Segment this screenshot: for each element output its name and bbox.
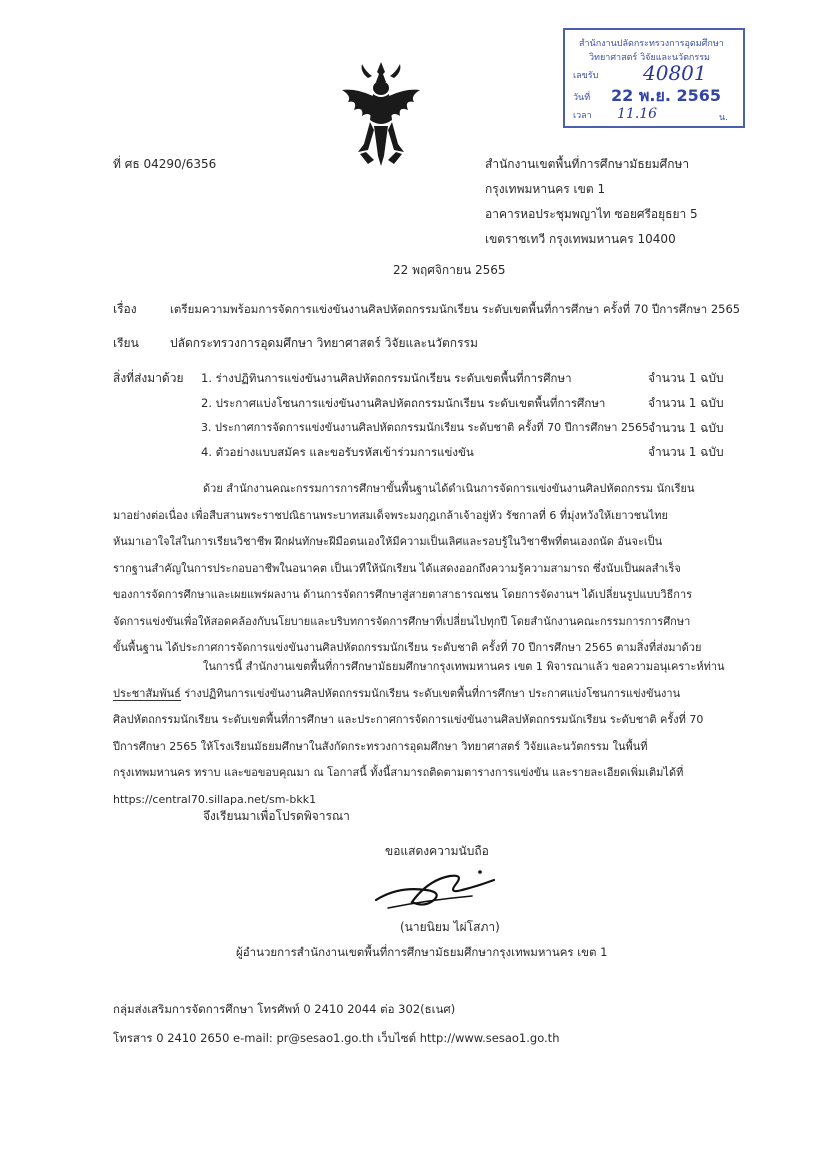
enclosure-item-2: 2. ประกาศแบ่งโซนการแข่งขันงานศิลปหัตถกรรมนักเรียน ระดับเขตพื้นที่การศึกษา (201, 396, 606, 410)
body-p2-line-2 (113, 681, 725, 708)
stamp-receive-number: 40801 (643, 61, 707, 85)
body-p2-line-2-rest: ร่างปฏิทินการแข่งขันงานศิลปหัตถกรรมนักเรียน ระดับเขตพื้นที่การศึกษา ประกาศแบ่งโซนการแข่งขันงาน (180, 686, 681, 700)
stamp-time-value: 11.16 (617, 106, 658, 122)
document-number: ที่ ศธ 04290/6356 (113, 157, 217, 171)
enclosure-item-3: 3. ประกาศการจัดการแข่งขันงานศิลปหัตถกรรมนักเรียน ระดับชาติ ครั้งที่ 70 ปีการศึกษา 2565 (201, 421, 649, 434)
body-paragraph-2 (113, 654, 725, 813)
regards-text: ขอแสดงความนับถือ (385, 844, 489, 858)
body-p2-line-1: ในการนี้ สำนักงานเขตพื้นที่การศึกษามัธยมศึกษากรุงเทพมหานคร เขต 1 พิจารณาแล้ว ขอความอนุเคราะห์ท่าน (203, 660, 725, 673)
body-paragraph-1 (113, 476, 725, 662)
body-p1-line-1: ด้วย สำนักงานคณะกรรมการการศึกษาขั้นพื้นฐานได้ดำเนินการจัดการแข่งขันงานศิลปหัตถกรรม นักเรียน (203, 482, 695, 495)
body-p2-underlined: ประชาสัมพันธ์ (113, 686, 181, 700)
footer-contact-line-1: กลุ่มส่งเสริมการจัดการศึกษา โทรศัพท์ 0 2410 2044 ต่อ 302(ธเนศ) (113, 1002, 456, 1016)
body-p1-line-7: ขั้นพื้นฐาน ได้ประกาศการจัดการแข่งขันงานศิลปหัตถกรรมนักเรียน ระดับชาติ ครั้งที่ 70 ปีการศึกษา 2565 ตามสิ่งที่ส่งมาด้วย (113, 641, 702, 654)
document-date: 22 พฤศจิกายน 2565 (393, 263, 506, 277)
subject-label: เรื่อง (113, 302, 137, 316)
body-p2-line-4: ปีการศึกษา 2565 ให้โรงเรียนมัธยมศึกษาในสังกัดกระทรวงการอุดมศึกษา วิทยาศาสตร์ วิจัยและนวัตกรรม ในพื้นที่ (113, 739, 648, 753)
footer-contact-line-2: โทรสาร 0 2410 2650 e-mail: pr@sesao1.go.th เว็บไซต์ http://www.sesao1.go.th (113, 1031, 560, 1045)
stamp-date-label: วันที่ (573, 93, 591, 103)
body-p2-line-5: กรุงเทพมหานคร ทราบ และขอขอบคุณมา ณ โอกาสนี้ ทั้งนี้สามารถติดตามตารางการแข่งขัน และรายละเอียดเพิ่มเติมได้ที่ (113, 766, 684, 779)
sender-line-1: สำนักงานเขตพื้นที่การศึกษามัธยมศึกษา (485, 157, 690, 171)
stamp-ministry-line: วิทยาศาสตร์ วิจัยและนวัตกรรม (589, 53, 710, 63)
body-p1-line-4: รากฐานสำคัญในการประกอบอาชีพในอนาคต เป็นเวทีให้นักเรียน ได้แสดงออกถึงความรู้ความสามารถ ซึ่งนับเป็นผลสำเร็จ (113, 561, 681, 575)
sender-line-2: กรุงเทพมหานคร เขต 1 (485, 182, 606, 196)
sender-line-3: อาคารหอประชุมพญาไท ซอยศรีอยุธยา 5 (485, 207, 698, 221)
signer-name: (นายนิยม ไผ่โสภา) (400, 920, 500, 934)
body-p1-line-5: ของการจัดการศึกษาและเผยแพร่ผลงาน ด้านการจัดการศึกษาสู่สายตาสาธารณชน โดยการจัดงานฯ ได้เปลี่ยนรูปแบบวิธีการ (113, 588, 693, 601)
enclosure-item-4: 4. ตัวอย่างแบบสมัคร และขอรับรหัสเข้าร่วมการแข่งขัน (201, 445, 474, 459)
enclosures-label: สิ่งที่ส่งมาด้วย (113, 371, 184, 385)
stamp-date-value: 22 พ.ย. 2565 (611, 86, 722, 105)
body-p1-line-6: จัดการแข่งขันเพื่อให้สอดคล้องกับนโยบายและบริบทการจัดการศึกษาที่เปลี่ยนไปทุกปี โดยสำนักงานคณะกรรมการการศึกษา (113, 614, 691, 628)
handwritten-signature-icon (368, 860, 508, 920)
subject-text: เตรียมความพร้อมการจัดการแข่งขันงานศิลปหัตถกรรมนักเรียน ระดับเขตพื้นที่การศึกษา ครั้งที่ 70 ปีการศึกษา 2565 (170, 302, 741, 316)
recipient-label: เรียน (113, 336, 139, 350)
signer-position: ผู้อำนวยการสำนักงานเขตพื้นที่การศึกษามัธยมศึกษากรุงเทพมหานคร เขต 1 (236, 945, 608, 959)
enclosure-qty-4: จำนวน 1 ฉบับ (648, 445, 724, 459)
receipt-stamp (563, 28, 745, 128)
body-p1-line-2: มาอย่างต่อเนื่อง เพื่อสืบสานพระราชปณิธานพระบาทสมเด็จพระมงกุฎเกล้าเจ้าอยู่หัว รัชกาลที่ 6 ที่มุ่งหวังให้เยาวชนไทย (113, 508, 668, 522)
body-p1-line-3: หันมาเอาใจใส่ในการเรียนวิชาชีพ ฝึกฝนทักษะฝีมือตนเองให้มีความเป็นเลิศและรอบรู้ในวิชาชีพที่ตนเองถนัด อันจะเป็น (113, 535, 663, 548)
stamp-time-unit: น. (719, 113, 729, 123)
recipient-text: ปลัดกระทรวงการอุดมศึกษา วิทยาศาสตร์ วิจัยและนวัตกรรม (170, 336, 478, 350)
body-p2-line-3: ศิลปหัตถกรรมนักเรียน ระดับเขตพื้นที่การศึกษา และประกาศการจัดการแข่งขันงานศิลปหัตถกรรมนักเรียน ระดับชาติ ครั้งที่ 70 (113, 713, 704, 726)
enclosure-qty-2: จำนวน 1 ฉบับ (648, 396, 724, 410)
garuda-emblem-icon (338, 60, 424, 170)
sender-line-4: เขตราชเทวี กรุงเทพมหานคร 10400 (485, 232, 676, 246)
stamp-time-label: เวลา (573, 111, 592, 121)
closing-text: จึงเรียนมาเพื่อโปรดพิจารณา (203, 809, 350, 823)
body-p2-link[interactable]: https://central70.sillapa.net/sm-bkk1 (113, 792, 317, 806)
enclosure-qty-3: จำนวน 1 ฉบับ (648, 421, 724, 435)
stamp-agency-line: สำนักงานปลัดกระทรวงการอุดมศึกษา (579, 39, 724, 49)
stamp-receive-label: เลขรับ (573, 71, 599, 81)
enclosure-qty-1: จำนวน 1 ฉบับ (648, 371, 724, 385)
enclosure-item-1: 1. ร่างปฏิทินการแข่งขันงานศิลปหัตถกรรมนักเรียน ระดับเขตพื้นที่การศึกษา (201, 371, 572, 385)
